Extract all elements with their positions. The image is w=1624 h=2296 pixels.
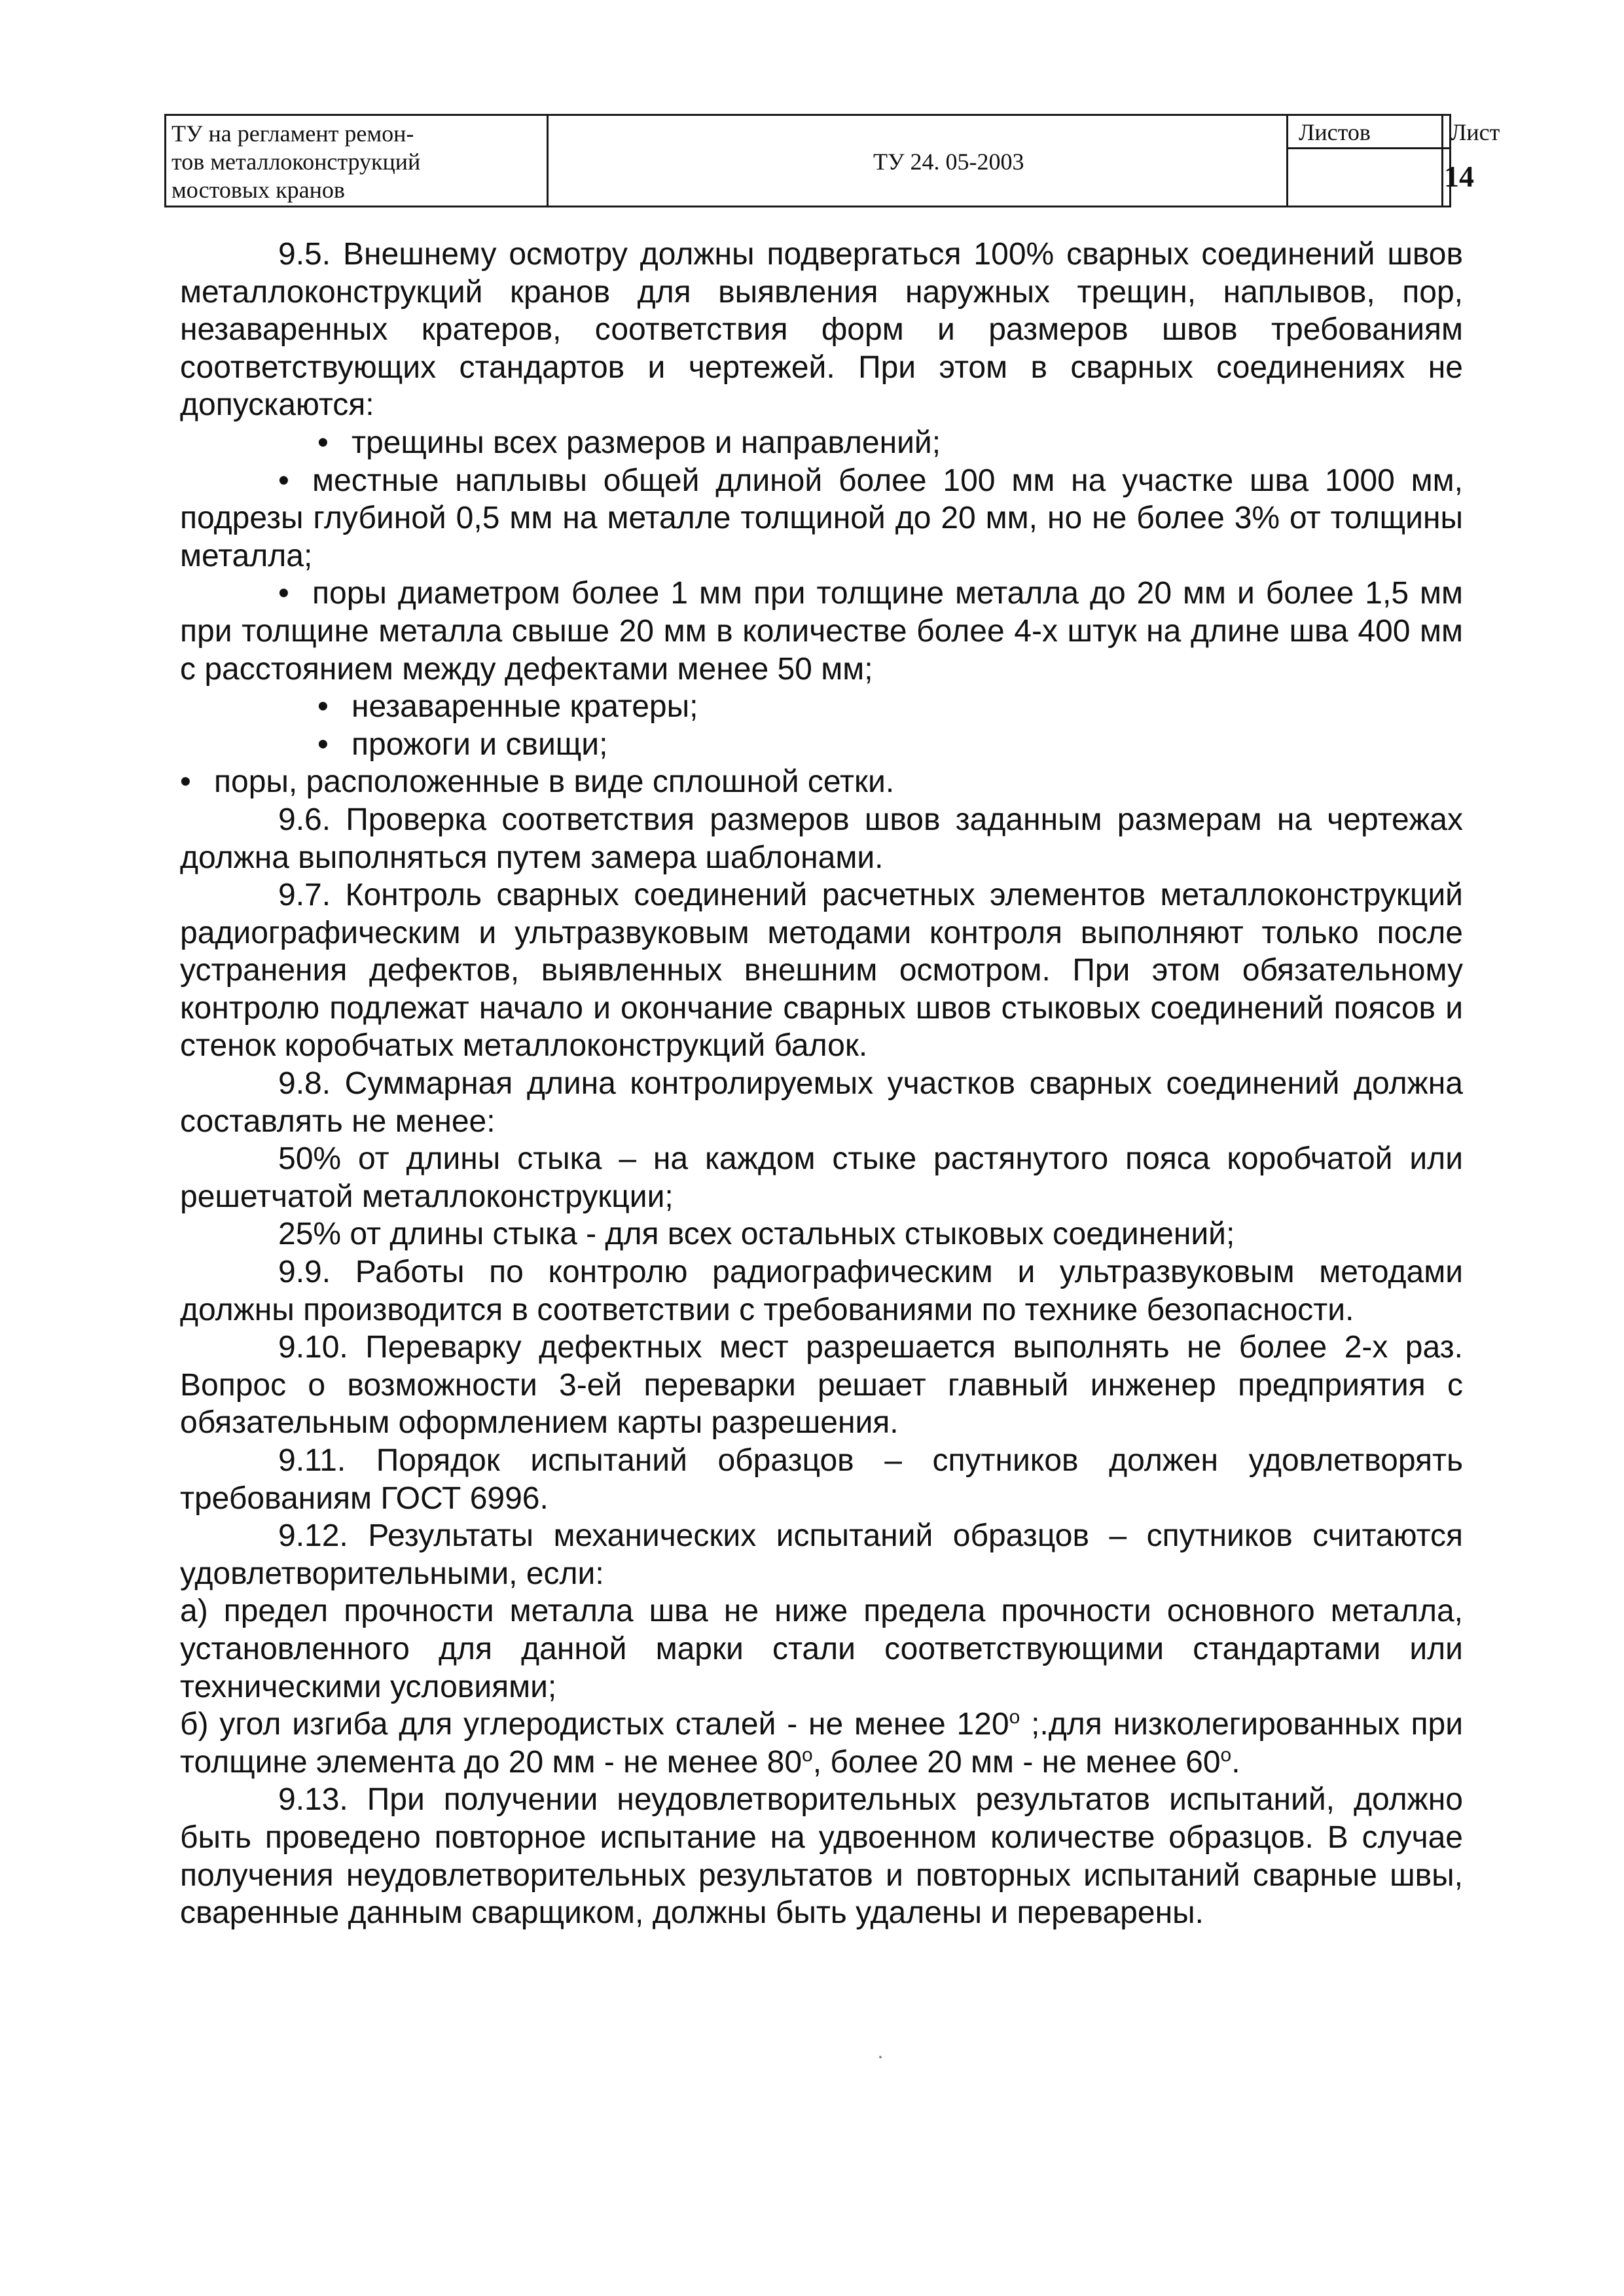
- paragraph-9-12-b: [180, 1706, 1463, 1781]
- text-run: , более 20 мм - не менее 60: [812, 1744, 1221, 1780]
- list-item: [180, 462, 1463, 575]
- stamp-title-cell: [166, 116, 549, 206]
- stamp-code-cell: [549, 116, 1288, 206]
- paragraph-9-10: 9.10. Переварку дефектных мест разрешается выполнять не более 2-х раз. Вопрос о возможности 3-ей переварки решает главный инженер предприятия с обязательным оформлением карты разрешения.: [180, 1330, 1463, 1441]
- list-item-text: трещины всех размеров и направлений;: [352, 425, 941, 460]
- stamp-divider-vertical: [1441, 116, 1443, 206]
- text-run: .: [1231, 1744, 1240, 1780]
- paragraph-9-6: 9.6. Проверка соответствия размеров швов заданным размерам на чертежах должна выполняться путем замера шаблонами.: [180, 802, 1463, 875]
- stamp-sheets-cell: [1288, 116, 1451, 206]
- document-body: [180, 236, 1463, 1932]
- paragraph-9-11: 9.11. Порядок испытаний образцов – спутников должен удовлетворять требованиям ГОСТ 6996.: [180, 1443, 1463, 1516]
- sheet-label: Лист: [1451, 119, 1500, 145]
- scan-speck: [879, 2056, 882, 2058]
- degree-sign: о: [1220, 1744, 1232, 1766]
- paragraph-9-8: 9.8. Суммарная длина контролируемых участков сварных соединений должна составлять не менее:: [180, 1066, 1463, 1139]
- sheet-number: 14: [1444, 160, 1474, 193]
- paragraph-9-12: 9.12. Результаты механических испытаний образцов – спутников считаются удовлетворительными, если:: [180, 1518, 1463, 1591]
- list-item-text: прожоги и свищи;: [352, 726, 608, 762]
- list-item: [180, 424, 1463, 462]
- doc-code: ТУ 24. 05-2003: [873, 149, 1024, 175]
- list-item: [180, 726, 1463, 764]
- list-item-text: незаваренные кратеры;: [352, 689, 698, 725]
- paragraph-9-9: 9.9. Работы по контролю радиографическим и ультразвуковым методами должны производится в соответствии с требованиями по технике безопасности.: [180, 1255, 1463, 1327]
- stamp-title-line2: тов металлоконструкций: [171, 149, 421, 175]
- stamp-divider: [1288, 147, 1451, 149]
- degree-sign: о: [1009, 1706, 1020, 1729]
- sheets-label: Листов: [1299, 119, 1371, 145]
- list-item: [180, 575, 1463, 688]
- header-stamp: [164, 114, 1500, 207]
- list-item-text: поры диаметром более 1 мм при толщине металла до 20 мм и более 1,5 мм при толщине металла свыше 20 мм в количестве более 4-х штук на длине шва 400 мм с расстоянием между дефектами менее 50 мм;: [180, 576, 1463, 687]
- list-item-text: поры, расположенные в виде сплошной сетки.: [214, 764, 895, 800]
- text-run: ;.для низколегированных при толщине элемента до 20 мм - не менее 80: [180, 1707, 1464, 1780]
- paragraph-9-13: 9.13. При получении неудовлетворительных результатов испытаний, должно быть проведено повторное испытание на удвоенном количестве образцов. В случае получения неудовлетворительных результатов и повторных испытаний сварные швы, сваренные данным сварщиком, должны быть удалены и переварены.: [180, 1782, 1463, 1931]
- paragraph-9-12-a: а) предел прочности металла шва не ниже предела прочности основного металла, установленного для данной марки стали соответствующими стандартами или техническими условиями;: [180, 1594, 1463, 1704]
- paragraph-9-7: 9.7. Контроль сварных соединений расчетных элементов металлоконструкций радиографическим и ультразвуковым методами контроля выполняют только после устранения дефектов, выявленных внешним осмотром. При этом обязательному контролю подлежат начало и окончание сварных швов стыковых соединений поясов и стенок коробчатых металлоконструкций балок.: [180, 878, 1463, 1064]
- paragraph-9-8-b: 25% от длины стыка - для всех остальных стыковых соединений;: [278, 1217, 1235, 1252]
- text-run: б) угол изгиба для углеродистых сталей - не менее 120: [180, 1707, 1009, 1742]
- stamp-title-line3: мостовых кранов: [171, 177, 345, 203]
- degree-sign: о: [802, 1744, 813, 1766]
- paragraph-9-8-a: 50% от длины стыка – на каждом стыке растянутого пояса коробчатой или решетчатой металлоконструкции;: [180, 1141, 1463, 1214]
- list-item: [180, 688, 1463, 726]
- list-item-text: местные наплывы общей длиной более 100 мм на участке шва 1000 мм, подрезы глубиной 0,5 мм на металле толщиной до 20 мм, но не более 3% от толщины металла;: [180, 463, 1463, 573]
- stamp-title-line1: ТУ на регламент ремон-: [171, 120, 414, 147]
- list-item: [180, 763, 1463, 801]
- paragraph-9-5: 9.5. Внешнему осмотру должны подвергаться 100% сварных соединений швов металлоконструкций кранов для выявления наружных трещин, наплывов, пор, незаваренных кратеров, соответствия форм и размеров швов требованиям соответствующих стандартов и чертежей. При этом в сварных соединениях не допускаются:: [180, 237, 1463, 423]
